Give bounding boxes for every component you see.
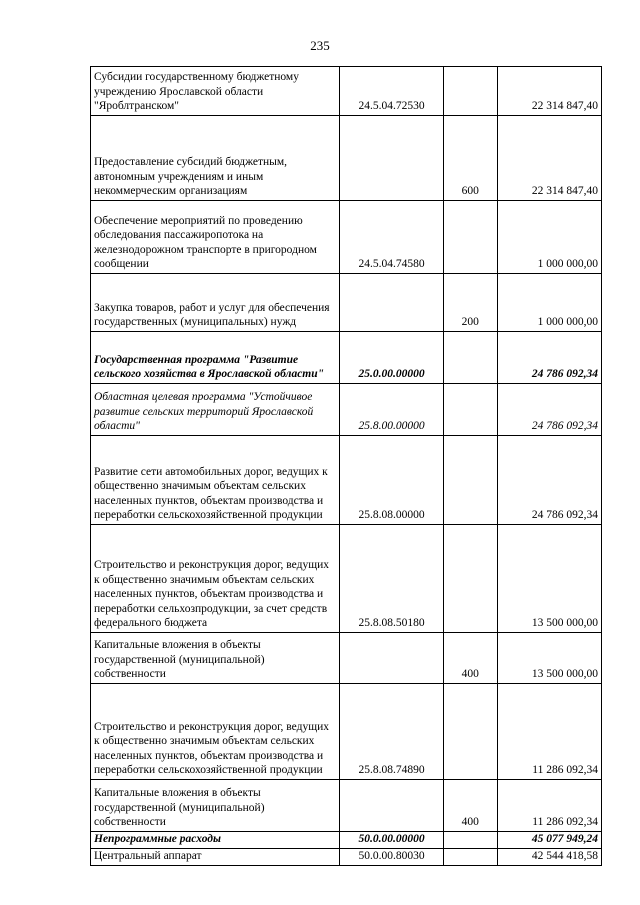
row-sum-cell: 11 286 092,34 [497,684,601,780]
row-code-cell: 25.0.00.00000 [340,332,443,384]
row-expense-type-cell [443,384,497,436]
row-expense-type-cell [443,436,497,525]
row-name-cell: Капитальные вложения в объекты государственной (муниципальной) собственности [91,633,340,684]
table-row [91,384,602,436]
row-expense-type-cell [443,332,497,384]
row-sum-cell: 42 544 418,58 [497,849,601,866]
row-expense-type-cell [443,67,497,116]
row-sum-cell: 1 000 000,00 [497,274,601,332]
budget-table-body [91,67,602,866]
row-sum-cell: 22 314 847,40 [497,67,601,116]
row-sum-cell: 45 077 949,24 [497,832,601,849]
table-row [91,201,602,274]
page-number: 235 [310,38,330,53]
table-row [91,849,602,866]
row-code-cell [340,780,443,832]
budget-table [90,66,602,866]
row-sum-cell: 13 500 000,00 [497,633,601,684]
row-code-cell [340,274,443,332]
row-name-cell: Предоставление субсидий бюджетным, автономным учреждениям и иным некоммерческим организациям [91,116,340,201]
row-sum-cell: 24 786 092,34 [497,384,601,436]
table-row [91,684,602,780]
table-row [91,332,602,384]
row-code-cell: 50.0.00.80030 [340,849,443,866]
row-expense-type-cell: 400 [443,633,497,684]
table-row [91,116,602,201]
row-expense-type-cell [443,201,497,274]
row-sum-cell: 24 786 092,34 [497,436,601,525]
row-name-cell: Государственная программа "Развитие сельского хозяйства в Ярославской области" [91,332,340,384]
table-row [91,633,602,684]
table-row [91,67,602,116]
row-sum-cell: 13 500 000,00 [497,525,601,633]
row-name-cell: Субсидии государственному бюджетному учреждению Ярославской области "Яроблтранском" [91,67,340,116]
row-expense-type-cell [443,849,497,866]
row-expense-type-cell: 400 [443,780,497,832]
table-row [91,274,602,332]
row-sum-cell: 24 786 092,34 [497,332,601,384]
table-row [91,525,602,633]
row-name-cell: Областная целевая программа "Устойчивое развитие сельских территорий Ярославской области" [91,384,340,436]
table-row [91,832,602,849]
row-expense-type-cell [443,684,497,780]
table-row [91,780,602,832]
row-name-cell: Закупка товаров, работ и услуг для обеспечения государственных (муниципальных) нужд [91,274,340,332]
row-expense-type-cell [443,832,497,849]
row-name-cell: Непрограммные расходы [91,832,340,849]
row-sum-cell: 22 314 847,40 [497,116,601,201]
row-sum-cell: 1 000 000,00 [497,201,601,274]
row-code-cell: 25.8.08.00000 [340,436,443,525]
row-name-cell: Обеспечение мероприятий по проведению обследования пассажиропотока на железнодорожном транспорте в пригородном сообщении [91,201,340,274]
row-code-cell: 25.8.00.00000 [340,384,443,436]
row-name-cell: Развитие сети автомобильных дорог, ведущих к общественно значимым объектам сельских населенных пунктов, объектам производства и переработки сельскохозяйственной продукции [91,436,340,525]
row-sum-cell: 11 286 092,34 [497,780,601,832]
row-name-cell: Капитальные вложения в объекты государственной (муниципальной) собственности [91,780,340,832]
row-expense-type-cell: 600 [443,116,497,201]
row-name-cell: Строительство и реконструкция дорог, ведущих к общественно значимым объектам сельских населенных пунктов, объектам производства и переработки сельхозпродукции, за счет средств федерального бюджета [91,525,340,633]
row-expense-type-cell [443,525,497,633]
row-code-cell: 25.8.08.50180 [340,525,443,633]
row-code-cell: 25.8.08.74890 [340,684,443,780]
row-code-cell [340,116,443,201]
row-expense-type-cell: 200 [443,274,497,332]
row-name-cell: Строительство и реконструкция дорог, ведущих к общественно значимым объектам сельских населенных пунктов, объектам производства и переработки сельскохозяйственной продукции [91,684,340,780]
table-row [91,436,602,525]
row-code-cell: 50.0.00.00000 [340,832,443,849]
row-code-cell [340,633,443,684]
row-code-cell: 24.5.04.74580 [340,201,443,274]
row-code-cell: 24.5.04.72530 [340,67,443,116]
row-name-cell: Центральный аппарат [91,849,340,866]
